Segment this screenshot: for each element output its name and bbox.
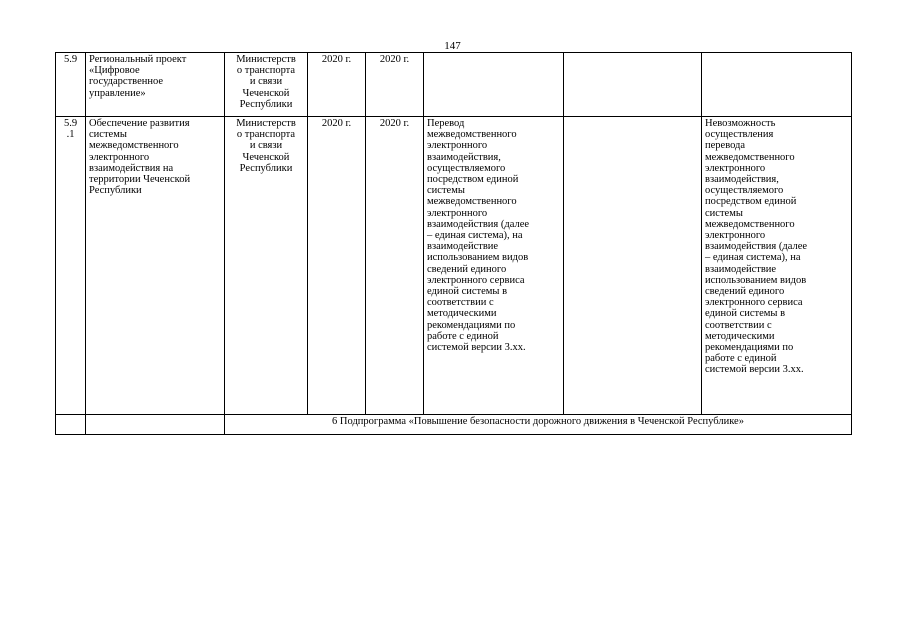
section-row bbox=[56, 415, 852, 435]
row-number-cell: 5.9 bbox=[56, 53, 86, 117]
executor-cell: Министерств о транспорта и связи Чеченской Республики bbox=[225, 53, 308, 117]
table-row bbox=[56, 117, 852, 415]
end-date-cell: 2020 г. bbox=[366, 117, 424, 415]
start-date-cell: 2020 г. bbox=[308, 117, 366, 415]
start-date-cell: 2020 г. bbox=[308, 53, 366, 117]
executor-cell: Министерств о транспорта и связи Чеченской Республики bbox=[225, 117, 308, 415]
empty-cell bbox=[86, 415, 225, 435]
table-row bbox=[56, 53, 852, 117]
row-number-cell: 5.9 .1 bbox=[56, 117, 86, 415]
expected-result-cell: Перевод межведомственного электронного взаимодействия, осуществляемого посредством единой системы межведомственного электронного взаимодействия (далее – единая система), на взаимодействие использованием видов сведений единого электронного сервиса единой системы в соответствии с методическими рекомендациями по работе с единой системой версии 3.хх. bbox=[424, 117, 564, 415]
expected-result-cell bbox=[424, 53, 564, 117]
section-title: 6 Подпрограмма «Повышение безопасности дорожного движения в Чеченской Республике» bbox=[225, 415, 852, 435]
empty-cell bbox=[56, 415, 86, 435]
column-7-cell bbox=[564, 117, 702, 415]
document-table bbox=[55, 52, 852, 435]
measure-name-cell: Региональный проект «Цифровое государственное управление» bbox=[86, 53, 225, 117]
consequence-cell: Невозможность осуществления перевода межведомственного электронного взаимодействия, осуществляемого посредством единой системы межведомственного электронного взаимодействия (далее – единая система), на взаимодействие использованием видов сведений единого электронного сервиса единой системы в соответствии с методическими рекомендациями по работе с единой системой версии 3.хх. bbox=[702, 117, 852, 415]
consequence-cell bbox=[702, 53, 852, 117]
end-date-cell: 2020 г. bbox=[366, 53, 424, 117]
column-7-cell bbox=[564, 53, 702, 117]
page-number: 147 bbox=[444, 40, 461, 52]
measure-name-cell: Обеспечение развития системы межведомственного электронного взаимодействия на территории Чеченской Республики bbox=[86, 117, 225, 415]
